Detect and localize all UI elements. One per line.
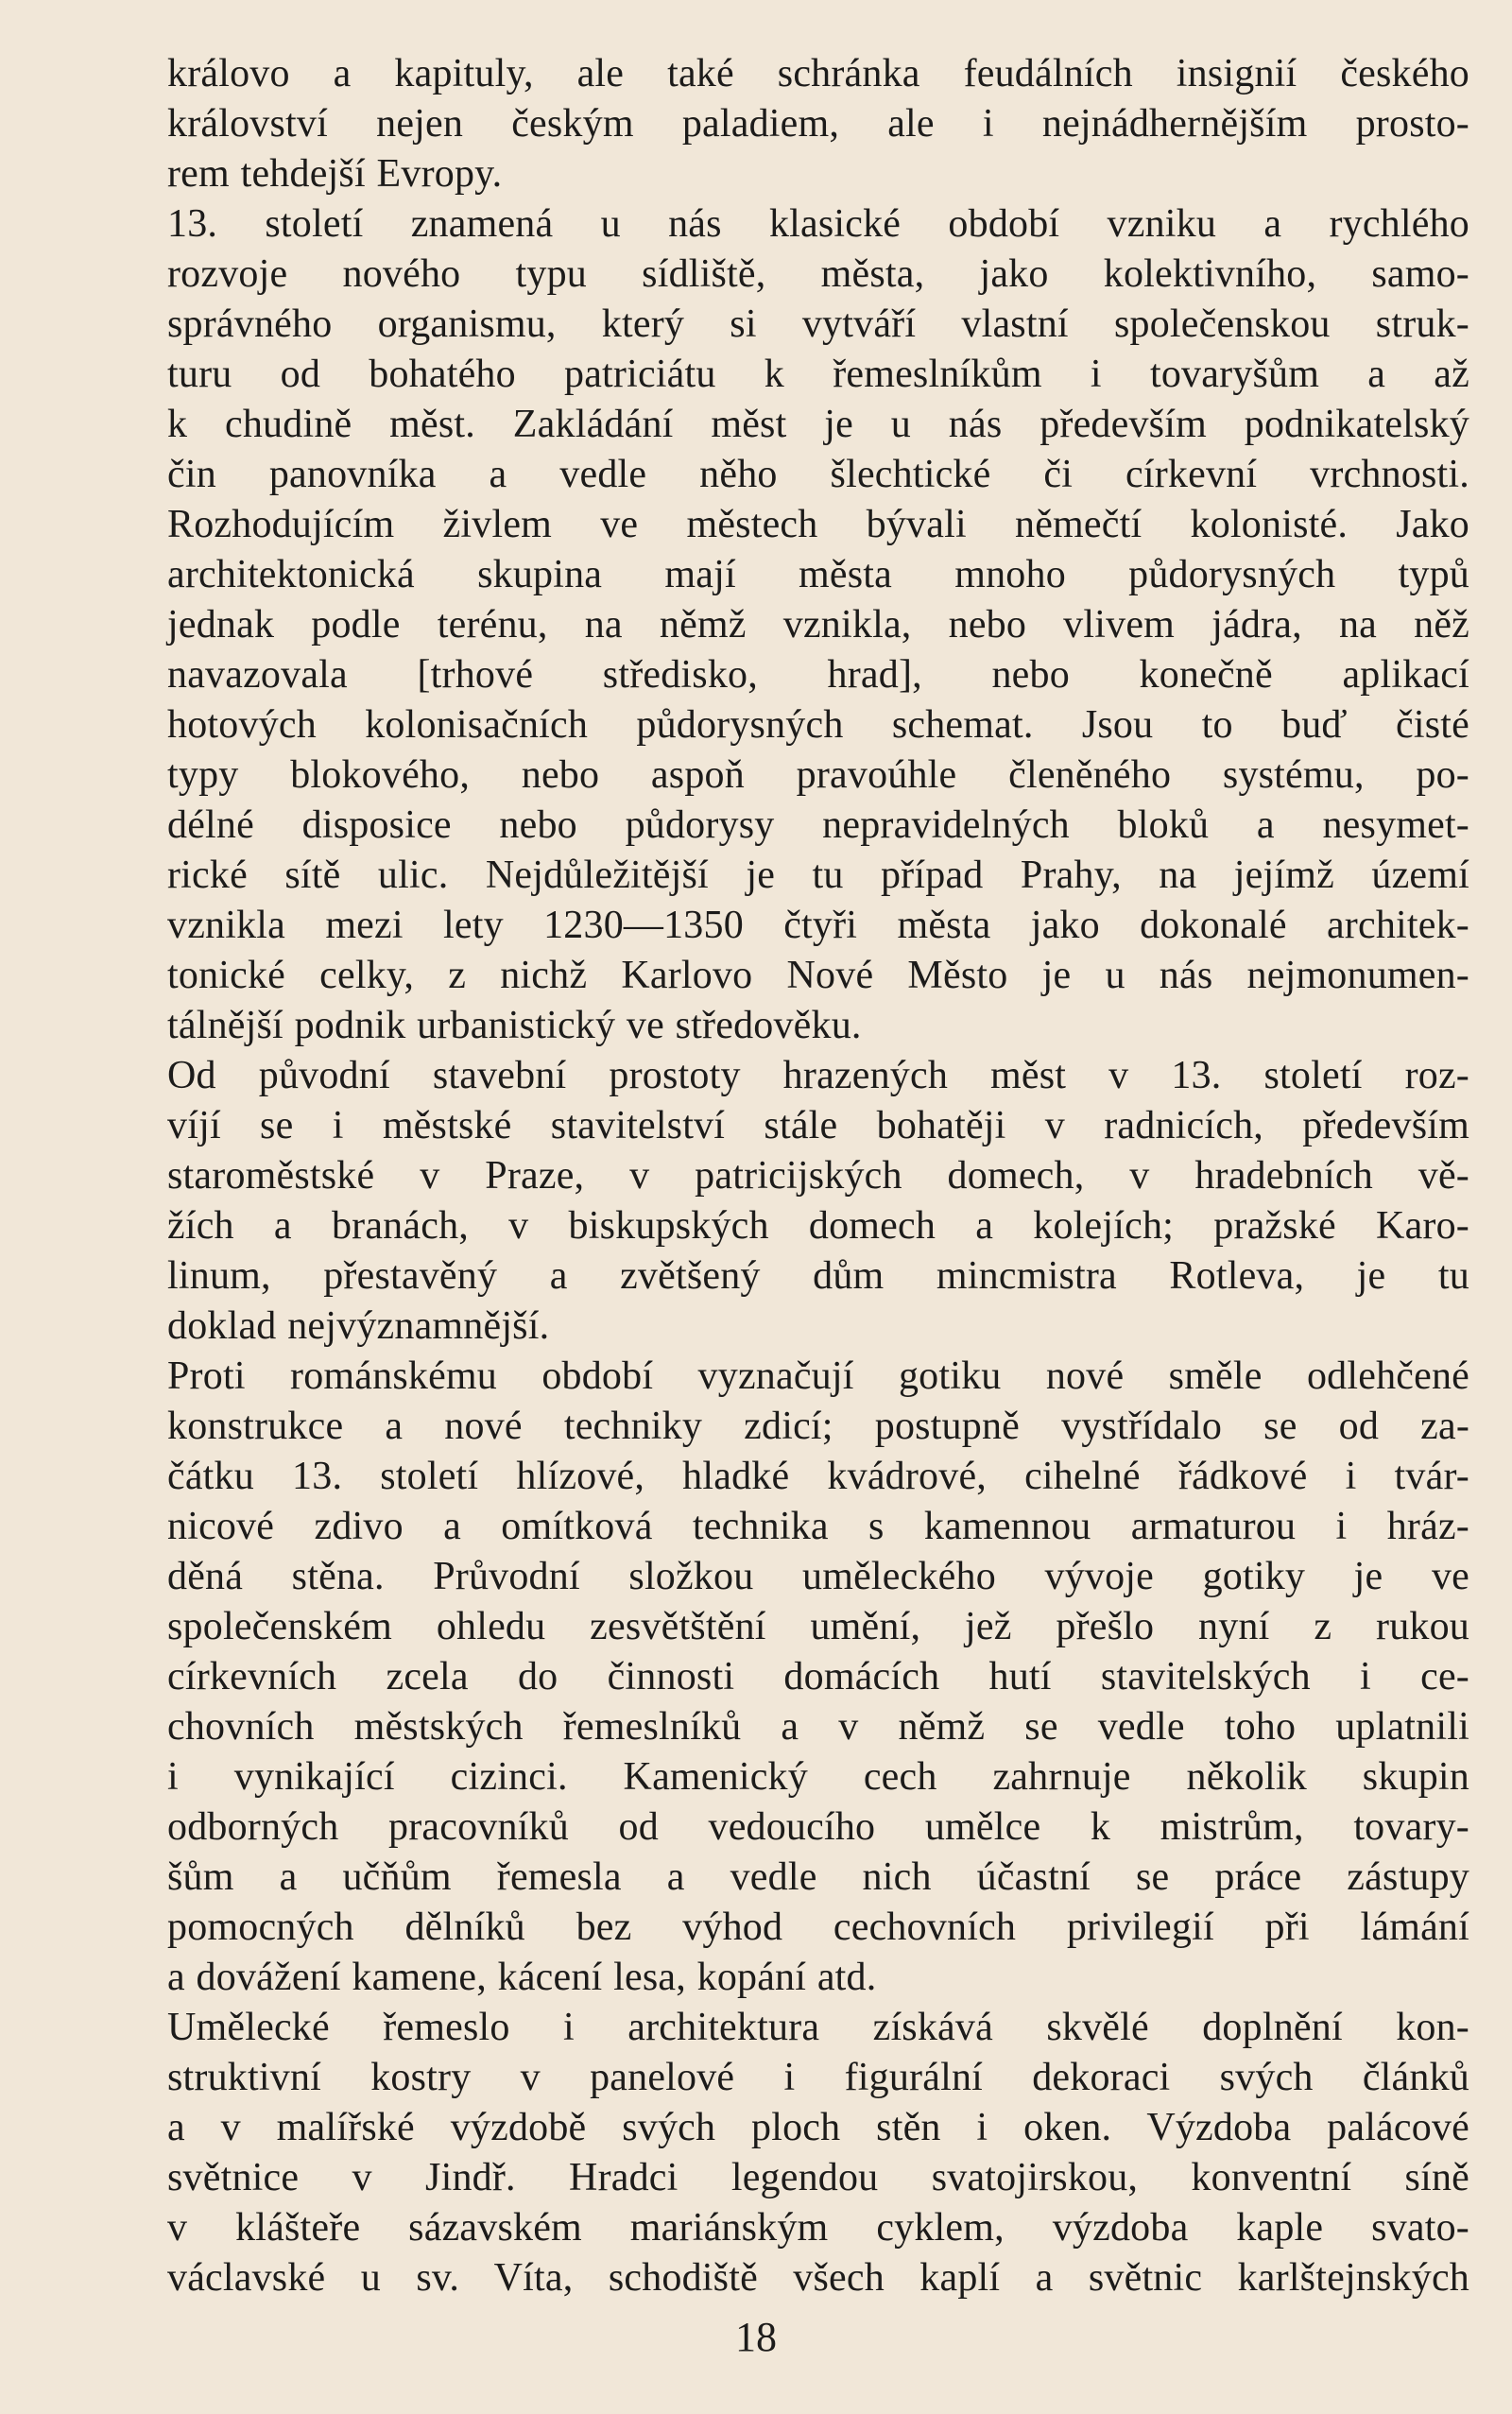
text-line: šům a učňům řemesla a vedle nich účastní se práce zástupy [167, 1855, 1469, 1899]
text-line: i vynikající cizinci. Kamenický cech zahrnuje několik skupin [167, 1755, 1469, 1799]
text-line: tálnější podnik urbanistický ve středověku. [167, 1004, 862, 1047]
text-line: turu od bohatého patriciátu k řemeslníkům i tovaryšům a až [167, 353, 1469, 396]
text-line: linum, přestavěný a zvětšený dům mincmistra Rotleva, je tu [167, 1254, 1469, 1298]
text-line: Rozhodujícím živlem ve městech bývali němečtí kolonisté. Jako [167, 503, 1469, 546]
text-line: václavské u sv. Víta, schodiště všech kaplí a světnic karlštejnských [167, 2256, 1469, 2300]
text-line: církevních zcela do činnosti domácích hutí stavitelských i ce- [167, 1655, 1469, 1698]
text-line: navazovala [trhové středisko, hrad], nebo konečně aplikací [167, 653, 1469, 697]
text-line: Proti románskému období vyznačují gotiku nové směle odlehčené [167, 1354, 1469, 1398]
text-line: struktivní kostry v panelové i figurální dekoraci svých článků [167, 2056, 1469, 2099]
text-line: správného organismu, který si vytváří vlastní společenskou struk- [167, 302, 1469, 346]
text-line: odborných pracovníků od vedoucího umělce k mistrům, tovary- [167, 1805, 1469, 1849]
text-line: konstrukce a nové techniky zdicí; postupně vystřídalo se od za- [167, 1405, 1469, 1448]
text-line: pomocných dělníků bez výhod cechovních privilegií při lámání [167, 1905, 1469, 1949]
text-line: 13. století znamená u nás klasické období vzniku a rychlého [167, 202, 1469, 246]
text-line: království nejen českým paladiem, ale i nejnádhernějším prosto- [167, 102, 1469, 146]
text-line: Umělecké řemeslo i architektura získává skvělé doplnění kon- [167, 2006, 1469, 2049]
text-line: jednak podle terénu, na němž vznikla, nebo vlivem jádra, na něž [167, 603, 1469, 647]
text-line: světnice v Jindř. Hradci legendou svatojirskou, konventní síně [167, 2156, 1469, 2199]
text-line: k chudině měst. Zakládání měst je u nás především podnikatelský [167, 403, 1469, 446]
text-line: žích a branách, v biskupských domech a kolejích; pražské Karo- [167, 1204, 1469, 1248]
text-line: královo a kapituly, ale také schránka feudálních insignií českého [167, 52, 1469, 95]
text-line: čin panovníka a vedle něho šlechtické či církevní vrchnosti. [167, 453, 1469, 496]
text-line: doklad nejvýznamnější. [167, 1304, 550, 1348]
text-line: rické sítě ulic. Nejdůležitější je tu případ Prahy, na jejímž území [167, 854, 1469, 897]
text-line: a v malířské výzdobě svých ploch stěn i oken. Výzdoba palácové [167, 2106, 1469, 2149]
text-line: staroměstské v Praze, v patricijských domech, v hradebních vě- [167, 1154, 1469, 1198]
text-line: a dovážení kamene, kácení lesa, kopání atd. [167, 1956, 877, 1999]
text-line: společenském ohledu zesvětštění umění, jež přešlo nyní z rukou [167, 1605, 1469, 1648]
text-line: víjí se i městské stavitelství stále bohatěji v radnicích, především [167, 1104, 1469, 1147]
text-line: děná stěna. Průvodní složkou uměleckého vývoje gotiky je ve [167, 1555, 1469, 1598]
text-line: tonické celky, z nichž Karlovo Nové Město je u nás nejmonumen- [167, 954, 1469, 997]
text-line: vznikla mezi lety 1230—1350 čtyři města jako dokonalé architek- [167, 904, 1469, 947]
text-line: Od původní stavební prostoty hrazených měst v 13. století roz- [167, 1054, 1469, 1097]
text-line: nicové zdivo a omítková technika s kamennou armaturou i hráz- [167, 1505, 1469, 1548]
text-line: chovních městských řemeslníků a v němž se vedle toho uplatnili [167, 1705, 1469, 1749]
text-line: délné disposice nebo půdorysy nepravidelných bloků a nesymet- [167, 803, 1469, 847]
page-number: 18 [735, 2314, 777, 2360]
text-line: hotových kolonisačních půdorysných schemat. Jsou to buď čisté [167, 703, 1469, 747]
text-line: rozvoje nového typu sídliště, města, jako kolektivního, samo- [167, 252, 1469, 296]
text-line: čátku 13. století hlízové, hladké kvádrové, cihelné řádkové i tvár- [167, 1455, 1469, 1498]
text-line: rem tehdejší Evropy. [167, 152, 503, 196]
body-text [167, 49, 1469, 2303]
text-line: architektonická skupina mají města mnoho půdorysných typů [167, 553, 1469, 596]
text-line: v klášteře sázavském mariánským cyklem, výzdoba kaple svato- [167, 2206, 1469, 2250]
text-line: typy blokového, nebo aspoň pravoúhle členěného systému, po- [167, 753, 1469, 797]
